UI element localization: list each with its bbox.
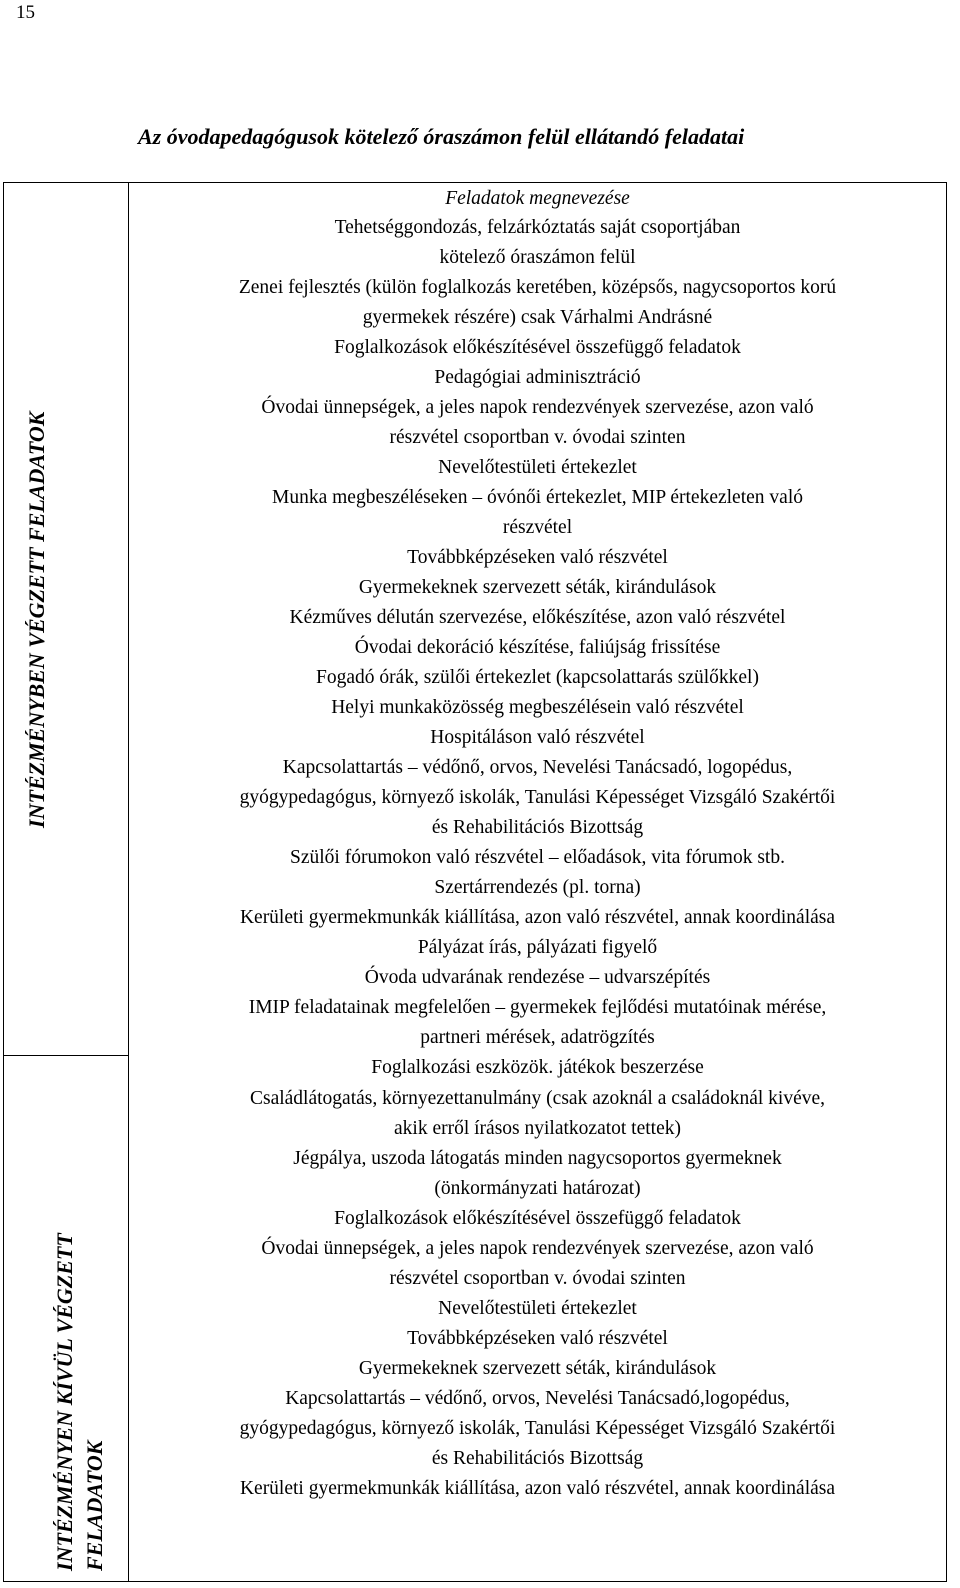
outside-task-text: részvétel csoportban v. óvodai szinten xyxy=(389,1268,686,1289)
outside-task-text: Családlátogatás, környezettanulmány (csak azoknál a családoknál kivéve, xyxy=(249,1088,826,1109)
outside-task-text: gyógypedagógus, környező iskolák, Tanulási Képességet Vizsgáló Szakértői xyxy=(239,1418,836,1439)
inside-task-text: Gyermekeknek szervezett séták, kirándulások xyxy=(358,577,717,598)
category-label-outside-line2: FELADATOK xyxy=(82,1440,107,1571)
table-header-label: Feladatok megnevezése xyxy=(445,188,630,209)
table-header xyxy=(129,184,946,214)
inside-task-row xyxy=(129,933,946,963)
outside-task-text: és Rehabilitációs Bizottság xyxy=(431,1448,644,1469)
inside-task-text: Foglalkozási eszközök. játékok beszerzése xyxy=(371,1057,704,1078)
outside-task-row xyxy=(129,1204,946,1234)
inside-task-text: IMIP feladatainak megfelelően – gyermekek fejlődési mutatóinak mérése, xyxy=(248,997,827,1018)
inside-task-text: Pedagógiai adminisztráció xyxy=(434,367,641,388)
inside-task-row xyxy=(129,633,946,663)
inside-task-text: Kerületi gyermekmunkák kiállítása, azon való részvétel, annak koordinálása xyxy=(239,907,836,928)
inside-task-row xyxy=(129,873,946,903)
inside-task-row xyxy=(129,453,946,483)
inside-task-row xyxy=(129,573,946,603)
inside-task-text: Zenei fejlesztés (külön foglalkozás keretében, középsős, nagycsoportos korú xyxy=(238,277,837,298)
outside-task-text: Jégpálya, uszoda látogatás minden nagycsoportos gyermeknek xyxy=(293,1148,782,1169)
outside-task-row xyxy=(129,1084,946,1144)
outside-task-text: Kapcsolattartás – védőnő, orvos, Nevelési Tanácsadó,logopédus, xyxy=(285,1388,790,1409)
inside-task-text: Szülői fórumokon való részvétel – előadások, vita fórumok stb. xyxy=(290,847,785,868)
inside-task-text: Óvoda udvarának rendezése – udvarszépítés xyxy=(364,967,711,988)
inside-task-row xyxy=(129,993,946,1053)
inside-task-text: részvétel csoportban v. óvodai szinten xyxy=(389,427,686,448)
inside-task-row xyxy=(129,723,946,753)
inside-task-row xyxy=(129,963,946,993)
inside-task-row xyxy=(129,1053,946,1083)
inside-task-row xyxy=(129,393,946,453)
outside-task-row xyxy=(129,1354,946,1384)
inside-task-text: Fogadó órák, szülői értekezlet (kapcsolattarás szülőkkel) xyxy=(316,667,759,688)
inside-task-text: Óvodai ünnepségek, a jeles napok rendezvények szervezése, azon való xyxy=(261,397,814,418)
inside-task-text: Kapcsolattartás – védőnő, orvos, Nevelési Tanácsadó, logopédus, xyxy=(282,757,793,778)
outside-task-row xyxy=(129,1234,946,1294)
inside-task-row xyxy=(129,693,946,723)
inside-task-text: Szertárrendezés (pl. torna) xyxy=(434,877,641,898)
inside-task-row xyxy=(129,753,946,843)
outside-task-text: Gyermekeknek szervezett séták, kirándulások xyxy=(358,1358,717,1379)
inside-task-text: Nevelőtestületi értekezlet xyxy=(438,457,637,478)
category-label-outside-line1: INTÉZMÉNYEN KÍVÜL VÉGZETT xyxy=(52,1233,77,1571)
inside-task-text: partneri mérések, adatrögzítés xyxy=(420,1027,655,1048)
inside-task-text: Tehetséggondozás, felzárkóztatás saját csoportjában xyxy=(334,217,741,238)
inside-task-text: Óvodai dekoráció készítése, faliújság frissítése xyxy=(354,637,721,658)
inside-task-text: Továbbképzéseken való részvétel xyxy=(407,547,668,568)
inside-task-text: Hospitáláson való részvétel xyxy=(430,727,645,748)
inside-task-text: Foglalkozások előkészítésével összefüggő feladatok xyxy=(334,337,741,358)
inside-task-text: Pályázat írás, pályázati figyelő xyxy=(417,937,658,958)
page-number: 15 xyxy=(16,2,35,23)
outside-task-text: Nevelőtestületi értekezlet xyxy=(438,1298,637,1319)
category-label-inside: INTÉZMÉNYBEN VÉGZETT FELADATOK xyxy=(24,411,49,828)
outside-task-text: akik erről írásos nyilatkozatot tettek) xyxy=(394,1118,681,1139)
inside-task-row xyxy=(129,483,946,543)
page-title: Az óvodapedagógusok kötelező óraszámon felül ellátandó feladatai xyxy=(138,124,745,149)
outside-task-row xyxy=(129,1324,946,1354)
outside-task-row xyxy=(129,1294,946,1324)
outside-task-text: Kerületi gyermekmunkák kiállítása, azon való részvétel, annak koordinálása xyxy=(239,1478,836,1499)
inside-task-text: Munka megbeszéléseken – óvónői értekezlet, MIP értekezleten való xyxy=(272,487,803,508)
outside-task-text: Továbbképzéseken való részvétel xyxy=(407,1328,668,1349)
inside-task-row xyxy=(129,333,946,363)
inside-task-row xyxy=(129,273,946,333)
inside-task-text: részvétel xyxy=(502,517,573,538)
category-divider xyxy=(4,1055,129,1056)
tasks-table xyxy=(3,182,947,1582)
inside-task-text: Helyi munkaközösség megbeszélésein való részvétel xyxy=(331,697,744,718)
inside-task-row xyxy=(129,213,946,273)
inside-task-text: gyermekek részére) csak Várhalmi Andrásné xyxy=(362,307,713,328)
inside-task-row xyxy=(129,903,946,933)
inside-task-row xyxy=(129,543,946,573)
inside-task-text: gyógypedagógus, környező iskolák, Tanulási Képességet Vizsgáló Szakértői xyxy=(239,787,836,808)
outside-task-row xyxy=(129,1144,946,1204)
inside-task-row xyxy=(129,603,946,633)
inside-task-row xyxy=(129,363,946,393)
category-column xyxy=(4,183,129,1581)
inside-task-row xyxy=(129,843,946,873)
outside-task-row xyxy=(129,1474,946,1504)
inside-task-text: Kézműves délután szervezése, előkészítése, azon való részvétel xyxy=(289,607,786,628)
outside-task-text: Foglalkozások előkészítésével összefüggő feladatok xyxy=(334,1208,741,1229)
outside-task-text: Óvodai ünnepségek, a jeles napok rendezvények szervezése, azon való xyxy=(261,1238,814,1259)
inside-task-row xyxy=(129,663,946,693)
inside-task-text: és Rehabilitációs Bizottság xyxy=(431,817,644,838)
inside-task-text: kötelező óraszámon felül xyxy=(439,247,636,268)
outside-task-row xyxy=(129,1384,946,1474)
outside-task-text: (önkormányzati határozat) xyxy=(434,1178,641,1199)
